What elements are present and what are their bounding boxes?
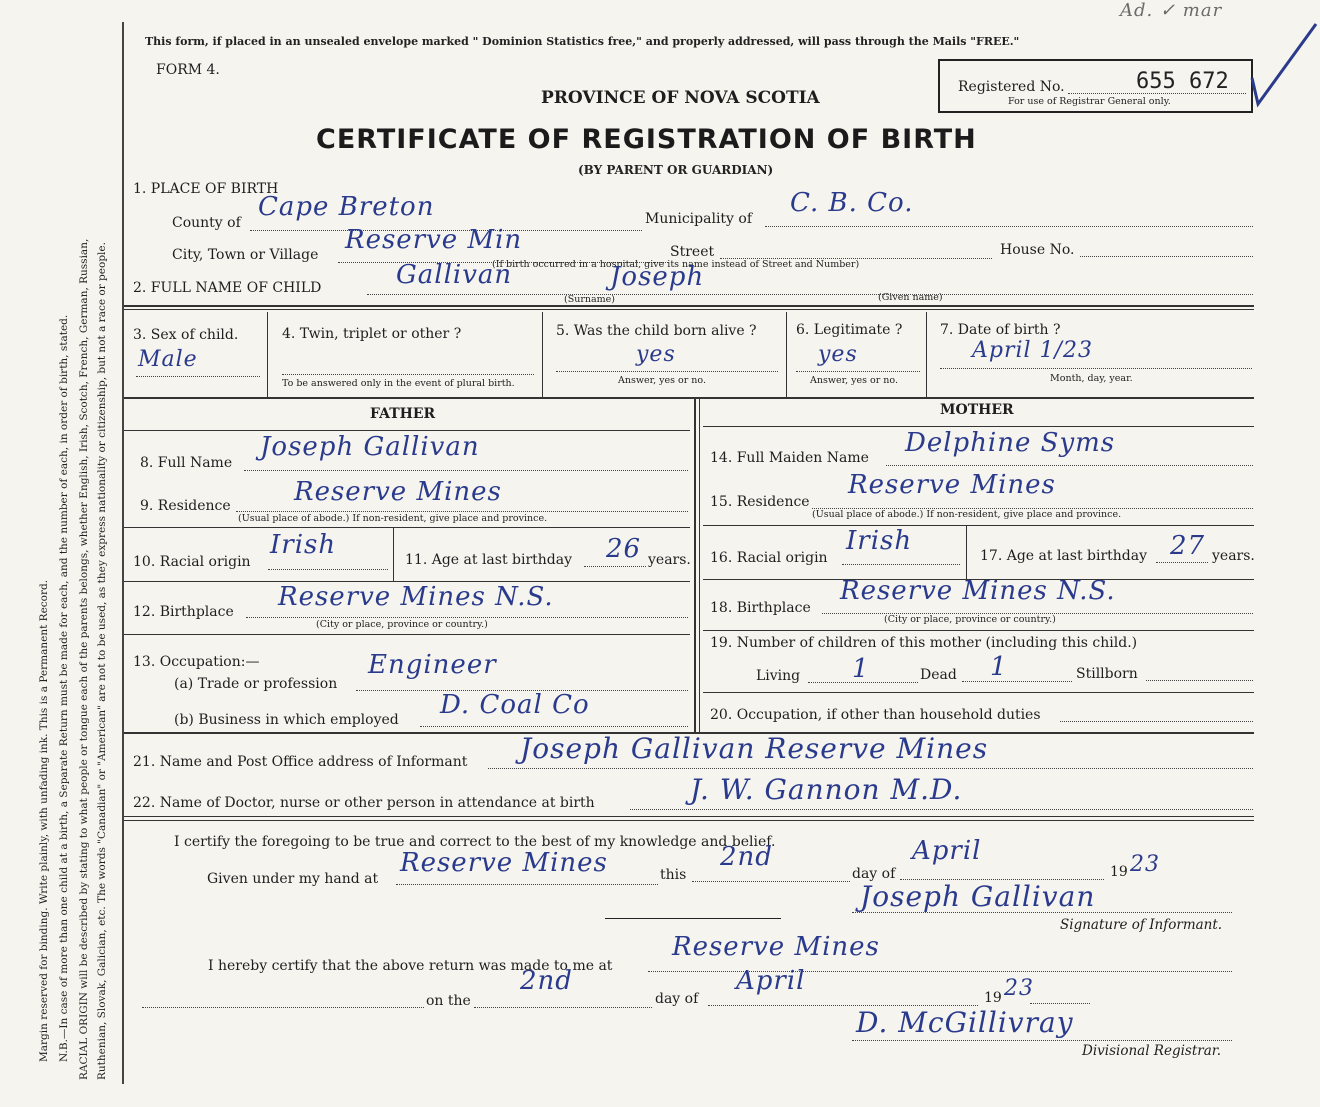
registrar-month-value: April	[736, 966, 806, 996]
doctor-value: J. W. Gannon M.D.	[690, 773, 963, 806]
verification-check-mark	[1248, 18, 1320, 112]
born-alive-value: yes	[636, 342, 676, 367]
certificate-title: CERTIFICATE OF REGISTRATION OF BIRTH	[316, 124, 977, 155]
father-business-label: (b) Business in which employed	[174, 712, 399, 728]
father-name-label: 8. Full Name	[140, 455, 233, 471]
section-divider	[124, 397, 1254, 399]
mother-name-label: 14. Full Maiden Name	[710, 450, 869, 466]
doctor-label: 22. Name of Doctor, nurse or other person in attendance at birth	[133, 795, 595, 811]
county-value: Cape Breton	[258, 192, 435, 222]
father-age-label: 11. Age at last birthday	[405, 552, 573, 568]
father-business-value: D. Coal Co	[440, 690, 590, 720]
margin-note-racial-origin-cont: Ruthenian, Slovak, Galician, etc. The words "Canadian" or "American" are not to be used, as they express nationality or citizenship, but not a race or people.	[96, 242, 108, 1080]
father-birthplace-value: Reserve Mines N.S.	[278, 582, 554, 612]
registrar-year-prefix: 19	[984, 990, 1002, 1006]
father-name-value: Joseph Gallivan	[260, 432, 480, 462]
mother-age-years: years.	[1212, 548, 1255, 564]
mail-notice: This form, if placed in an unsealed envelope marked " Dominion Statistics free," and properly addressed, will pass through the Mails "FREE."	[145, 35, 1020, 48]
municipality-value: C. B. Co.	[790, 188, 914, 218]
father-residence-label: 9. Residence	[140, 498, 231, 514]
registrar-day-of-label: day of	[655, 991, 699, 1007]
section-divider	[124, 820, 1254, 821]
twin-note: To be answered only in the event of plural birth.	[282, 378, 515, 389]
given-day-of-label: day of	[852, 866, 896, 882]
mother-residence-value: Reserve Mines	[848, 470, 1056, 500]
city-value: Reserve Min	[345, 225, 523, 255]
given-year-value: 23	[1130, 852, 1160, 877]
corner-annotation: Ad. ✓ mar	[1120, 0, 1223, 21]
mother-age-value: 27	[1170, 531, 1206, 561]
sex-value: Male	[138, 347, 198, 372]
dead-value: 1	[990, 652, 1008, 682]
informant-signature: Joseph Gallivan	[860, 880, 1096, 913]
given-place-value: Reserve Mines	[400, 848, 608, 878]
place-of-birth-label: 1. PLACE OF BIRTH	[133, 181, 279, 197]
legitimate-label: 6. Legitimate ?	[796, 322, 903, 338]
given-this-label: this	[660, 867, 687, 883]
mother-heading: MOTHER	[940, 402, 1014, 418]
father-trade-label: (a) Trade or profession	[174, 676, 338, 692]
registered-value: 655 672	[1136, 69, 1229, 94]
margin-note-multiple-births: N.B.—In case of more than one child at a birth, a Separate Return must be made for each, and the number of each, in order of birth, stated.	[58, 314, 70, 1062]
father-residence-value: Reserve Mines	[294, 477, 502, 507]
sex-label: 3. Sex of child.	[133, 327, 239, 343]
registered-label: Registered No.	[958, 79, 1065, 95]
city-label: City, Town or Village	[172, 247, 319, 263]
surname-caption: (Surname)	[564, 294, 615, 305]
given-name-caption: (Given name)	[878, 292, 943, 303]
house-number-label: House No.	[1000, 242, 1075, 258]
father-racial-origin-value: Irish	[270, 530, 337, 560]
registered-number-box	[938, 59, 1253, 113]
divisional-registrar-caption: Divisional Registrar.	[1082, 1043, 1222, 1059]
registrar-on-the-label: on the	[426, 993, 471, 1009]
living-value: 1	[852, 654, 870, 684]
province-heading: PROVINCE OF NOVA SCOTIA	[541, 88, 820, 108]
father-birthplace-note: (City or place, province or country.)	[316, 619, 488, 630]
signature-of-informant-caption: Signature of Informant.	[1060, 917, 1223, 933]
margin-note-racial-origin: RACIAL ORIGIN will be described by stating to what people or tongue each of the parents belongs, whether English, Irish, Scotch, French, German, Russian,	[78, 238, 90, 1080]
legitimate-note: Answer, yes or no.	[810, 375, 899, 386]
date-of-birth-value: April 1/23	[972, 338, 1093, 363]
born-alive-note: Answer, yes or no.	[618, 375, 707, 386]
father-birthplace-label: 12. Birthplace	[133, 604, 234, 620]
father-age-value: 26	[606, 534, 642, 564]
mother-birthplace-label: 18. Birthplace	[710, 600, 811, 616]
mother-residence-label: 15. Residence	[710, 494, 810, 510]
registrar-year-value: 23	[1004, 976, 1034, 1001]
given-month-value: April	[912, 836, 982, 866]
municipality-label: Municipality of	[645, 211, 753, 227]
stillborn-label: Stillborn	[1076, 666, 1138, 682]
legitimate-value: yes	[818, 342, 858, 367]
father-occupation-label: 13. Occupation:—	[133, 654, 260, 670]
given-year-prefix: 19	[1110, 864, 1128, 880]
dead-label: Dead	[920, 667, 957, 683]
mother-name-value: Delphine Syms	[905, 428, 1116, 458]
child-given-name-value: Joseph	[610, 262, 705, 292]
living-label: Living	[756, 668, 801, 684]
section-divider	[124, 309, 1254, 310]
given-day-value: 2nd	[720, 842, 773, 872]
registrar-day-value: 2nd	[520, 966, 573, 996]
mother-birthplace-value: Reserve Mines N.S.	[840, 576, 1116, 606]
registrar-use-note: For use of Registrar General only.	[1008, 96, 1171, 107]
child-surname-value: Gallivan	[396, 260, 513, 290]
date-of-birth-label: 7. Date of birth ?	[940, 322, 1061, 338]
mother-residence-note: (Usual place of abode.) If non-resident, give place and province.	[812, 509, 1122, 520]
mother-occupation-label: 20. Occupation, if other than household duties	[710, 707, 1041, 723]
county-label: County of	[172, 215, 241, 231]
mother-racial-origin-value: Irish	[846, 526, 913, 556]
registrar-place-value: Reserve Mines	[672, 932, 880, 962]
registrar-certify-text: I hereby certify that the above return was made to me at	[208, 958, 613, 974]
father-age-years: years.	[648, 552, 691, 568]
father-heading: FATHER	[370, 406, 436, 422]
father-racial-origin-label: 10. Racial origin	[133, 554, 251, 570]
given-under-hand-label: Given under my hand at	[207, 871, 379, 887]
form-number: FORM 4.	[156, 62, 220, 78]
twin-label: 4. Twin, triplet or other ?	[282, 326, 462, 342]
father-trade-value: Engineer	[368, 650, 497, 680]
certificate-subtitle: (BY PARENT OR GUARDIAN)	[578, 163, 774, 177]
informant-label: 21. Name and Post Office address of Informant	[133, 754, 468, 770]
mother-age-label: 17. Age at last birthday	[980, 548, 1148, 564]
child-name-label: 2. FULL NAME OF CHILD	[133, 280, 322, 296]
registrar-signature: D. McGillivray	[856, 1006, 1074, 1039]
mother-racial-origin-label: 16. Racial origin	[710, 550, 828, 566]
mother-birthplace-note: (City or place, province or country.)	[884, 614, 1056, 625]
parents-column-divider	[694, 397, 696, 732]
margin-note-binding: Margin reserved for binding. Write plainly, with unfading ink. This is a Permanent Record.	[38, 579, 50, 1062]
date-of-birth-note: Month, day, year.	[1050, 373, 1133, 384]
binding-margin-line	[122, 22, 124, 1084]
informant-certify-text: I certify the foregoing to be true and correct to the best of my knowledge and belief.	[174, 834, 776, 850]
section-divider	[124, 305, 1254, 307]
street-hospital-note: (If birth occurred in a hospital, give its name instead of Street and Number)	[492, 259, 860, 270]
born-alive-label: 5. Was the child born alive ?	[556, 323, 757, 339]
father-residence-note: (Usual place of abode.) If non-resident, give place and province.	[238, 513, 548, 524]
street-label: Street	[670, 244, 715, 260]
informant-value: Joseph Gallivan Reserve Mines	[520, 732, 989, 765]
section-divider	[124, 816, 1254, 817]
mother-children-label: 19. Number of children of this mother (including this child.)	[710, 635, 1138, 651]
